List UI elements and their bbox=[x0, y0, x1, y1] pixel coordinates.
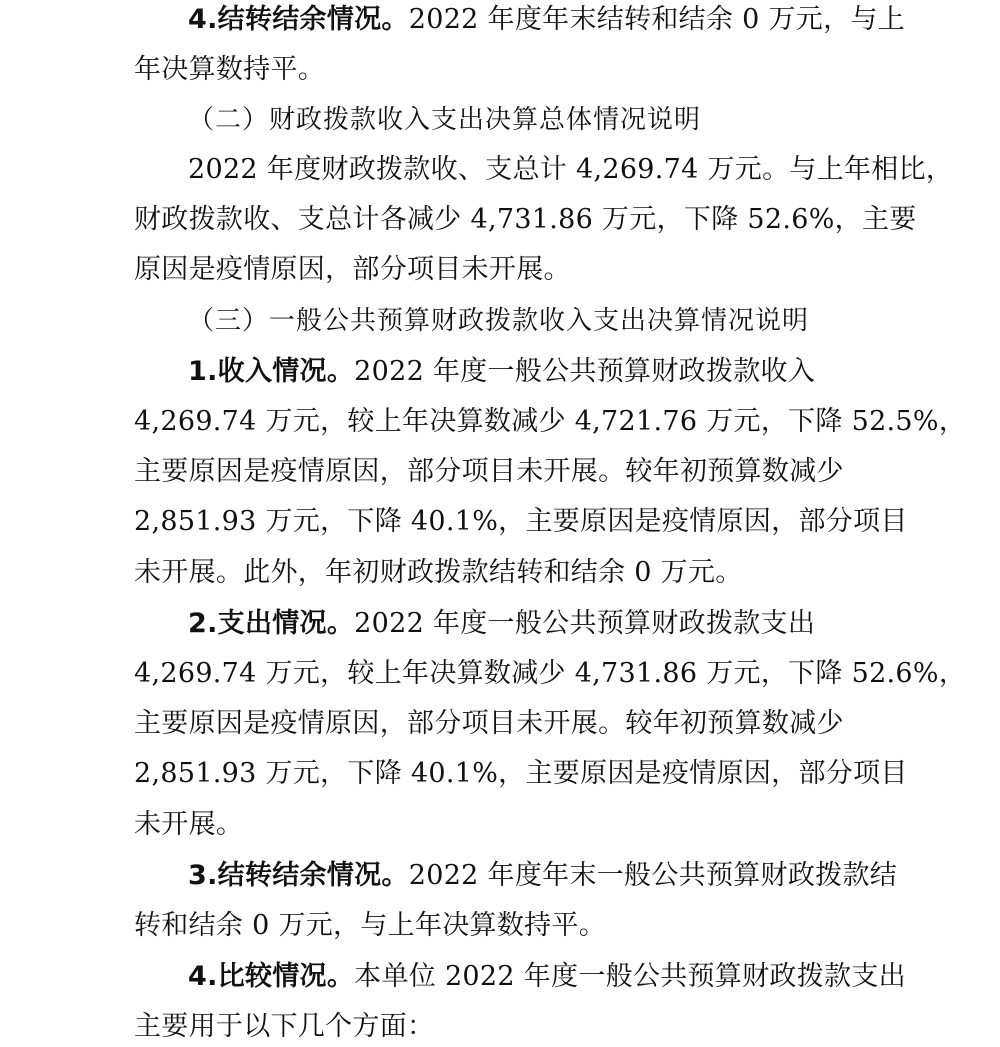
paragraph-expense-line2: 4,269.74 万元，较上年决算数减少 4,731.86 万元，下降 52.6%， bbox=[134, 658, 967, 689]
paragraph-lead: 4.结转结余情况。 bbox=[188, 4, 409, 35]
paragraph-carryover-prev-line1 bbox=[188, 0, 905, 40]
paragraph-income-line5: 未开展。此外，年初财政拨款结转和结余 0 万元。 bbox=[134, 557, 743, 588]
paragraph-lead: 2.支出情况。 bbox=[188, 608, 355, 639]
paragraph-text: 本单位 2022 年度一般公共预算财政拨款支出 bbox=[354, 961, 906, 992]
section-heading-2: （二）财政拨款收入支出决算总体情况说明 bbox=[188, 105, 702, 135]
paragraph-income-line1 bbox=[188, 352, 815, 392]
paragraph-expense-line4: 2,851.93 万元，下降 40.1%，主要原因是疫情原因，部分项目 bbox=[134, 758, 908, 789]
section-heading-3: （三）一般公共预算财政拨款收入支出决算情况说明 bbox=[188, 306, 810, 336]
paragraph-carryover-line2: 转和结余 0 万元，与上年决算数持平。 bbox=[134, 910, 607, 941]
paragraph-expense-line1 bbox=[188, 604, 815, 644]
paragraph-carryover-prev-line2: 年决算数持平。 bbox=[134, 54, 326, 85]
paragraph-total-line2: 财政拨款收、支总计各减少 4,731.86 万元，下降 52.6%，主要 bbox=[134, 204, 917, 235]
paragraph-lead: 4.比较情况。 bbox=[188, 961, 355, 992]
paragraph-text: 2022 年度年末结转和结余 0 万元，与上 bbox=[408, 4, 905, 35]
paragraph-text: 2022 年度一般公共预算财政拨款支出 bbox=[354, 608, 816, 639]
paragraph-carryover-line1 bbox=[188, 856, 897, 896]
paragraph-compare-line1 bbox=[188, 957, 906, 997]
paragraph-lead: 3.结转结余情况。 bbox=[188, 860, 409, 891]
paragraph-lead: 1.收入情况。 bbox=[188, 356, 355, 387]
paragraph-text: 2022 年度一般公共预算财政拨款收入 bbox=[354, 356, 816, 387]
paragraph-income-line3: 主要原因是疫情原因，部分项目未开展。较年初预算数减少 bbox=[134, 456, 844, 487]
paragraph-expense-line5: 未开展。 bbox=[134, 809, 244, 840]
paragraph-text: 2022 年度年末一般公共预算财政拨款结 bbox=[408, 860, 898, 891]
paragraph-compare-line2: 主要用于以下几个方面： bbox=[134, 1011, 435, 1042]
paragraph-income-line2: 4,269.74 万元，较上年决算数减少 4,721.76 万元，下降 52.5%， bbox=[134, 406, 967, 437]
paragraph-expense-line3: 主要原因是疫情原因，部分项目未开展。较年初预算数减少 bbox=[134, 708, 844, 739]
paragraph-total-line1: 2022 年度财政拨款收、支总计 4,269.74 万元。与上年相比， bbox=[188, 154, 954, 185]
paragraph-income-line4: 2,851.93 万元，下降 40.1%，主要原因是疫情原因，部分项目 bbox=[134, 506, 908, 537]
paragraph-total-line3: 原因是疫情原因，部分项目未开展。 bbox=[134, 254, 571, 285]
